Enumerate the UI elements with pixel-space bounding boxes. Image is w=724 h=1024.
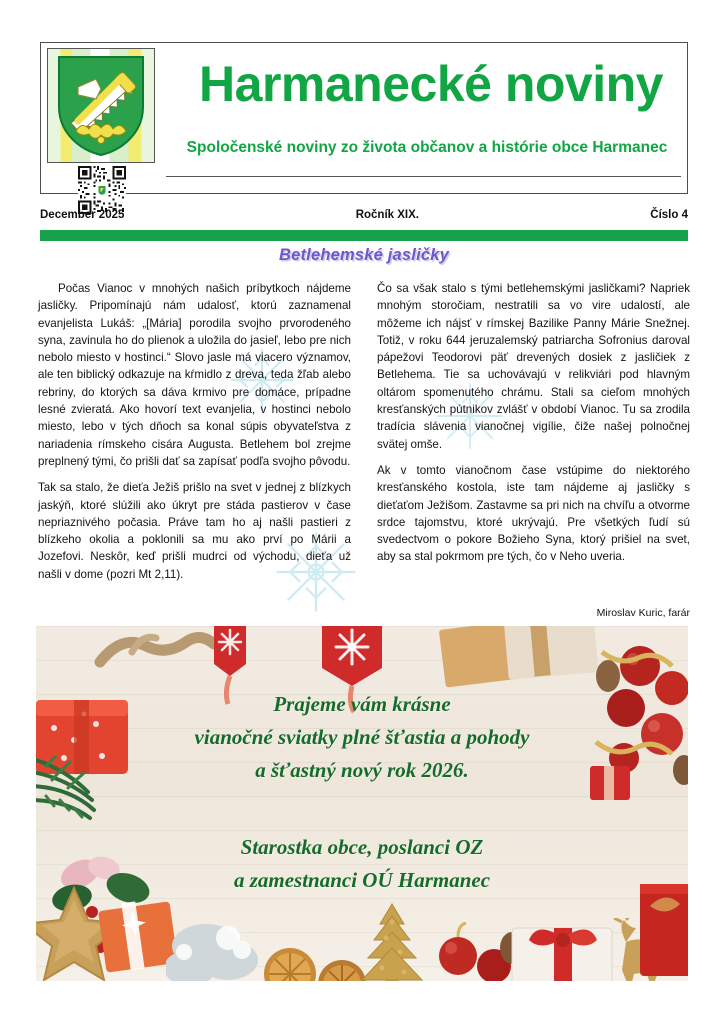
paragraph: Počas Vianoc v mnohých našich príbytkoch nájdeme jasličky. Pripomínajú nám udalosť, ktorú zaznamenal evanjelista Lukáš: „[Mária] porodila svojho prvorodeného syna, zavinula ho do plienok a uložila do jasieľ, lebo pre nich nebolo miesto v hostinci.“ Slovo jasle má viacero významov, ale ten biblický odkazuje na kŕmidlo z dreva, teda žľab alebo rebriny, do ktorých sa dáva krmivo pre domáce, prípadne lesné zvieratá. Ako hovorí text evanjelia, v hostinci nebolo miesto, lebo v tých dňoch sa konal súpis obyvateľstva z nariadenia rímskeho cisára Augusta. Betlehem bol zrejme preplnený tými, čo prišli dať sa zapísať podľa svojho pôvodu. [38,282,351,468]
greeting-line-5: a zamestnanci OÚ Harmanec [233,868,491,892]
qr-code-icon[interactable] [78,166,126,214]
greeting-line-2: vianočné sviatky plné šťastia a pohody [194,725,530,749]
issue-number: Číslo 4 [650,209,688,221]
christmas-greeting-image [36,626,688,981]
greeting-line-1: Prajeme vám krásne [273,692,451,716]
article-column-right [377,280,690,575]
newspaper-subtitle: Spoločenské noviny zo života občanov a histórie obce Harmanec [186,139,668,156]
issue-volume: Ročník XIX. [355,209,419,221]
coat-of-arms-frame [47,48,155,163]
orange-slice-decoration [260,944,320,981]
article-byline: Miroslav Kuric, farár [596,607,690,619]
paragraph: Ak v tomto vianočnom čase vstúpime do niektorého kresťanského kostola, iste tam nájdeme aj jasličky s dieťaťom Ježišom. Zastavme sa pri nich na chvíľu a otvorme srdce tajomstvu, ktoré ukrývajú. Pre všetkých ľudí sú svedectvom o pokore Božieho Syna, ktorý prišiel na svet, aby sa stal pokrmom pre tých, čo v Neho uveria. [377,463,690,564]
newspaper-title: Harmanecké noviny [199,56,663,112]
greeting-line-3: a šťastný nový rok 2026. [255,758,469,782]
article-column-left [38,280,351,592]
gold-christmas-tree-icon [352,902,432,981]
green-divider-bar [40,230,688,241]
greeting-line-4: Starostka obce, poslanci OZ [240,835,484,859]
article-headline: Betlehemské jasličky [278,246,450,264]
greeting-signature-block [36,831,688,897]
masthead-divider [166,176,681,177]
article-body [38,280,690,620]
issue-date: December 2025 [40,209,125,221]
greeting-text-block [36,688,688,787]
dateline [40,209,688,221]
paragraph: Čo sa však stalo s tými betlehemskými jasličkami? Napriek mnohým storočiam, nestratili sa vo vire udalostí, ale môžeme ich nájsť v rímskej Bazilike Panny Márie Snežnej. Totiž, v roku 644 jeruzalemský patriarcha Sofronius daroval pápežovi Teodorovi päť drevených dosiek z jasličiek z Betlehema. Tie sa uchovávajú v relikviári pod hlavným oltárom spomenutého chrámu. Stali sa cieľom mnohých kresťanských pútnikov zvlášť v období Vianoc. Tu sa zrodila tradícia slávenia vianočnej vigílie, čiže našej polnočnej svätej omše. [377,282,690,451]
harmanec-coat-of-arms-icon [56,55,146,157]
paragraph: Tak sa stalo, že dieťa Ježiš prišlo na svet v jednej z blízkych jaskýň, ktoré slúžili ako úkryt pre stáda pastierov v čase nepriaznivého počasia. Práve tam ho aj našli pastieri z blízkeho okolia a poklonili sa mu ako prví po Márii a Jozefovi. Neskôr, keď prišli mudrci od východu, dieťa už našli v dome (pozri Mt 2,11). [38,481,351,581]
masthead [40,42,688,194]
